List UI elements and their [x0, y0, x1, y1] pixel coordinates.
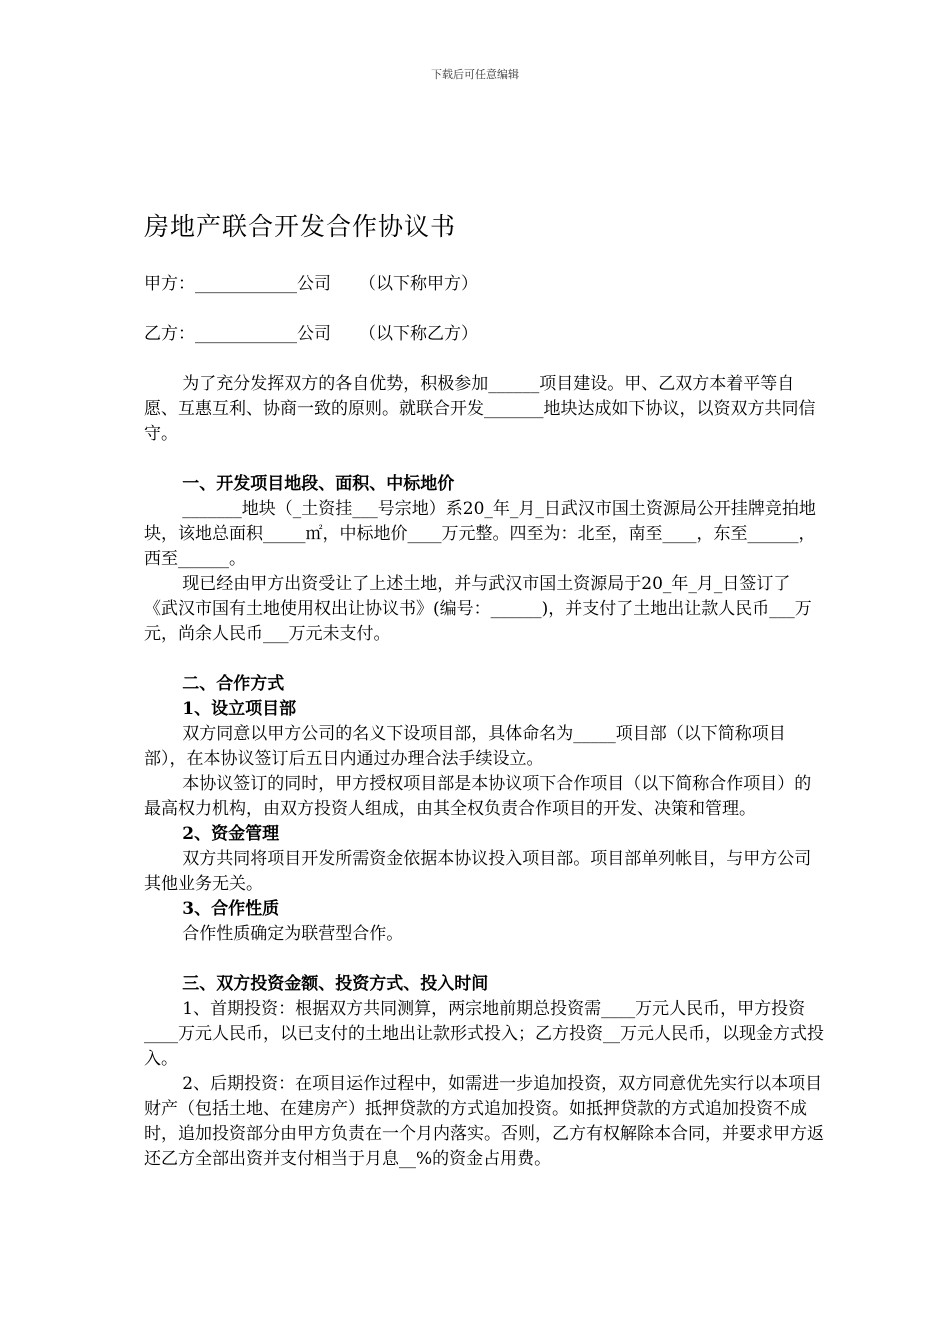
- section-3-paragraph-2: 2、后期投资：在项目运作过程中，如需进一步追加投资，双方同意优先实行以本项目财产（包括土地、在建房产）抵押贷款的方式追加投资。如抵押贷款的方式追加投资不成时，追加投资部分由甲方负责在一个月内落实。否则，乙方有权解除本合同，并要求甲方返还乙方全部出资并支付相当于月息__%的资金占用费。: [144, 1074, 824, 1169]
- section-2-sub-2: 2、资金管理: [182, 824, 280, 844]
- party-b-label: 乙方：: [144, 324, 195, 344]
- section-2-sub-1: 1、设立项目部: [182, 699, 297, 719]
- party-a-line: [144, 272, 824, 297]
- section-3-heading: 三、双方投资金额、投资方式、投入时间: [182, 974, 489, 994]
- section-2-paragraph-4: 合作性质确定为联营型合作。: [182, 924, 404, 944]
- section-2-sub-3: 3、合作性质: [182, 899, 280, 919]
- party-b-blank: ____________: [195, 324, 297, 344]
- section-1-heading: 一、开发项目地段、面积、中标地价: [182, 474, 455, 494]
- section-2-paragraph-2: 本协议签订的同时，甲方授权项目部是本协议项下合作项目（以下简称合作项目）的最高权力机构，由双方投资人组成，由其全权负责合作项目的开发、决策和管理。: [144, 774, 812, 819]
- party-b-note: （以下称乙方）: [359, 324, 478, 344]
- document-body: [144, 272, 824, 1172]
- section-2-heading: 二、合作方式: [182, 674, 285, 694]
- intro-paragraph: 为了充分发挥双方的各自优势，积极参加______项目建设。甲、乙双方本着平等自愿、互惠互利、协商一致的原则。就联合开发_______地块达成如下协议，以资双方共同信守。: [144, 374, 816, 444]
- party-b-suffix: 公司: [297, 324, 331, 344]
- party-b-line: [144, 322, 824, 347]
- section-1-paragraph-1: _______地块（_土资挂___号宗地）系20_年_月_日武汉市国土资源局公开挂牌竞拍地块，该地总面积_____㎡，中标地价____万元整。四至为：北至，南至____，东至______，西至______。: [144, 499, 816, 569]
- section-1-paragraph-2: 现已经由甲方出资受让了上述土地，并与武汉市国土资源局于20_年_月_日签订了《武汉市国有土地使用权出让协议书》(编号：______)，并支付了土地出让款人民币___万元，尚余人民币___万元未支付。: [144, 574, 812, 644]
- party-a-blank: ____________: [195, 274, 297, 294]
- document-title: 房地产联合开发合作协议书: [144, 212, 457, 241]
- party-a-label: 甲方：: [144, 274, 195, 294]
- section-3-paragraph-1: 1、首期投资：根据双方共同测算，两宗地前期总投资需____万元人民币，甲方投资____万元人民币，以已支付的土地出让款形式投入；乙方投资__万元人民币，以现金方式投入。: [144, 999, 824, 1069]
- party-a-note: （以下称甲方）: [359, 274, 478, 294]
- section-2-paragraph-1: 双方同意以甲方公司的名义下设项目部，具体命名为_____项目部（以下简称项目部），在本协议签订后五日内通过办理合法手续设立。: [144, 724, 786, 769]
- party-a-suffix: 公司: [297, 274, 331, 294]
- page-header: 下载后可任意编辑: [431, 68, 519, 81]
- section-2-paragraph-3: 双方共同将项目开发所需资金依据本协议投入项目部。项目部单列帐目，与甲方公司其他业务无关。: [144, 849, 812, 894]
